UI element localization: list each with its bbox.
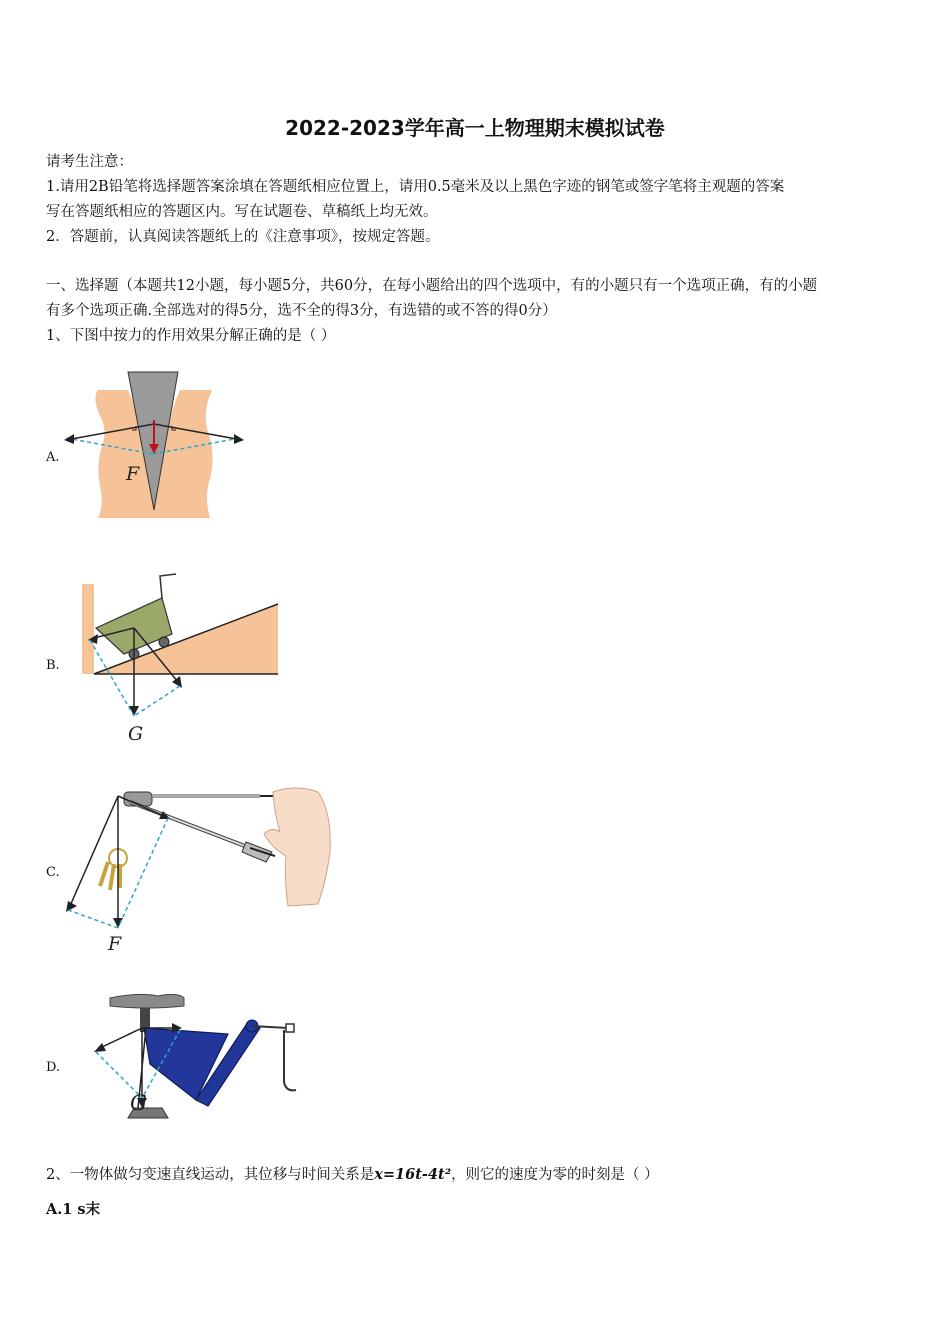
- option-d-label: D.: [46, 1060, 61, 1075]
- notice-item-1-line-2: 写在答题纸相应的答题区内。写在试题卷、草稿纸上均无效。: [46, 204, 438, 220]
- option-b-label: B.: [46, 658, 60, 673]
- notice-item-1-line-1: 1.请用2B铅笔将选择题答案涂填在答题纸相应位置上，请用0.5毫米及以上黑色字迹的钢笔或签字笔将主观题的答案: [46, 179, 785, 195]
- question-2-stem: [46, 1163, 659, 1184]
- option-a-force-label: F: [126, 463, 140, 485]
- notice-heading: 请考生注意：: [46, 154, 133, 170]
- option-a-label: A.: [46, 450, 60, 465]
- section-1-intro-line-1: 一、选择题（本题共12小题，每小题5分，共60分，在每小题给出的四个选项中，有的小题只有一个选项正确，有的小题: [46, 278, 818, 294]
- option-d-force-label: G: [130, 1091, 147, 1115]
- page-title: 2022-2023学年高一上物理期末模拟试卷: [285, 116, 665, 140]
- option-c-force-label: F: [108, 933, 122, 954]
- notice-item-2: 2．答题前，认真阅读答题纸上的《注意事项》，按规定答题。: [46, 229, 440, 245]
- question-1-stem: 1、下图中按力的作用效果分解正确的是（ ）: [46, 328, 336, 344]
- option-a-figure-wedge: [60, 368, 250, 526]
- option-d-figure-car-jack: [88, 988, 303, 1126]
- question-2-formula: x=16t-4t²: [374, 1166, 452, 1183]
- section-1-intro-line-2: 有多个选项正确.全部选对的得5分，选不全的得3分，有选错的或不答的得0分）: [46, 303, 557, 319]
- option-b-force-label: G: [128, 723, 144, 745]
- question-2-stem-suffix: ，则它的速度为零的时刻是（ ）: [451, 1167, 659, 1183]
- option-b-figure-cart-on-incline: [76, 568, 286, 748]
- question-2-option-a: A.1 s末: [46, 1201, 101, 1218]
- option-c-label: C.: [46, 865, 60, 880]
- option-c-figure-pen-and-keys: [60, 782, 335, 954]
- question-2-stem-prefix: 2、一物体做匀变速直线运动，其位移与时间关系是: [46, 1167, 375, 1183]
